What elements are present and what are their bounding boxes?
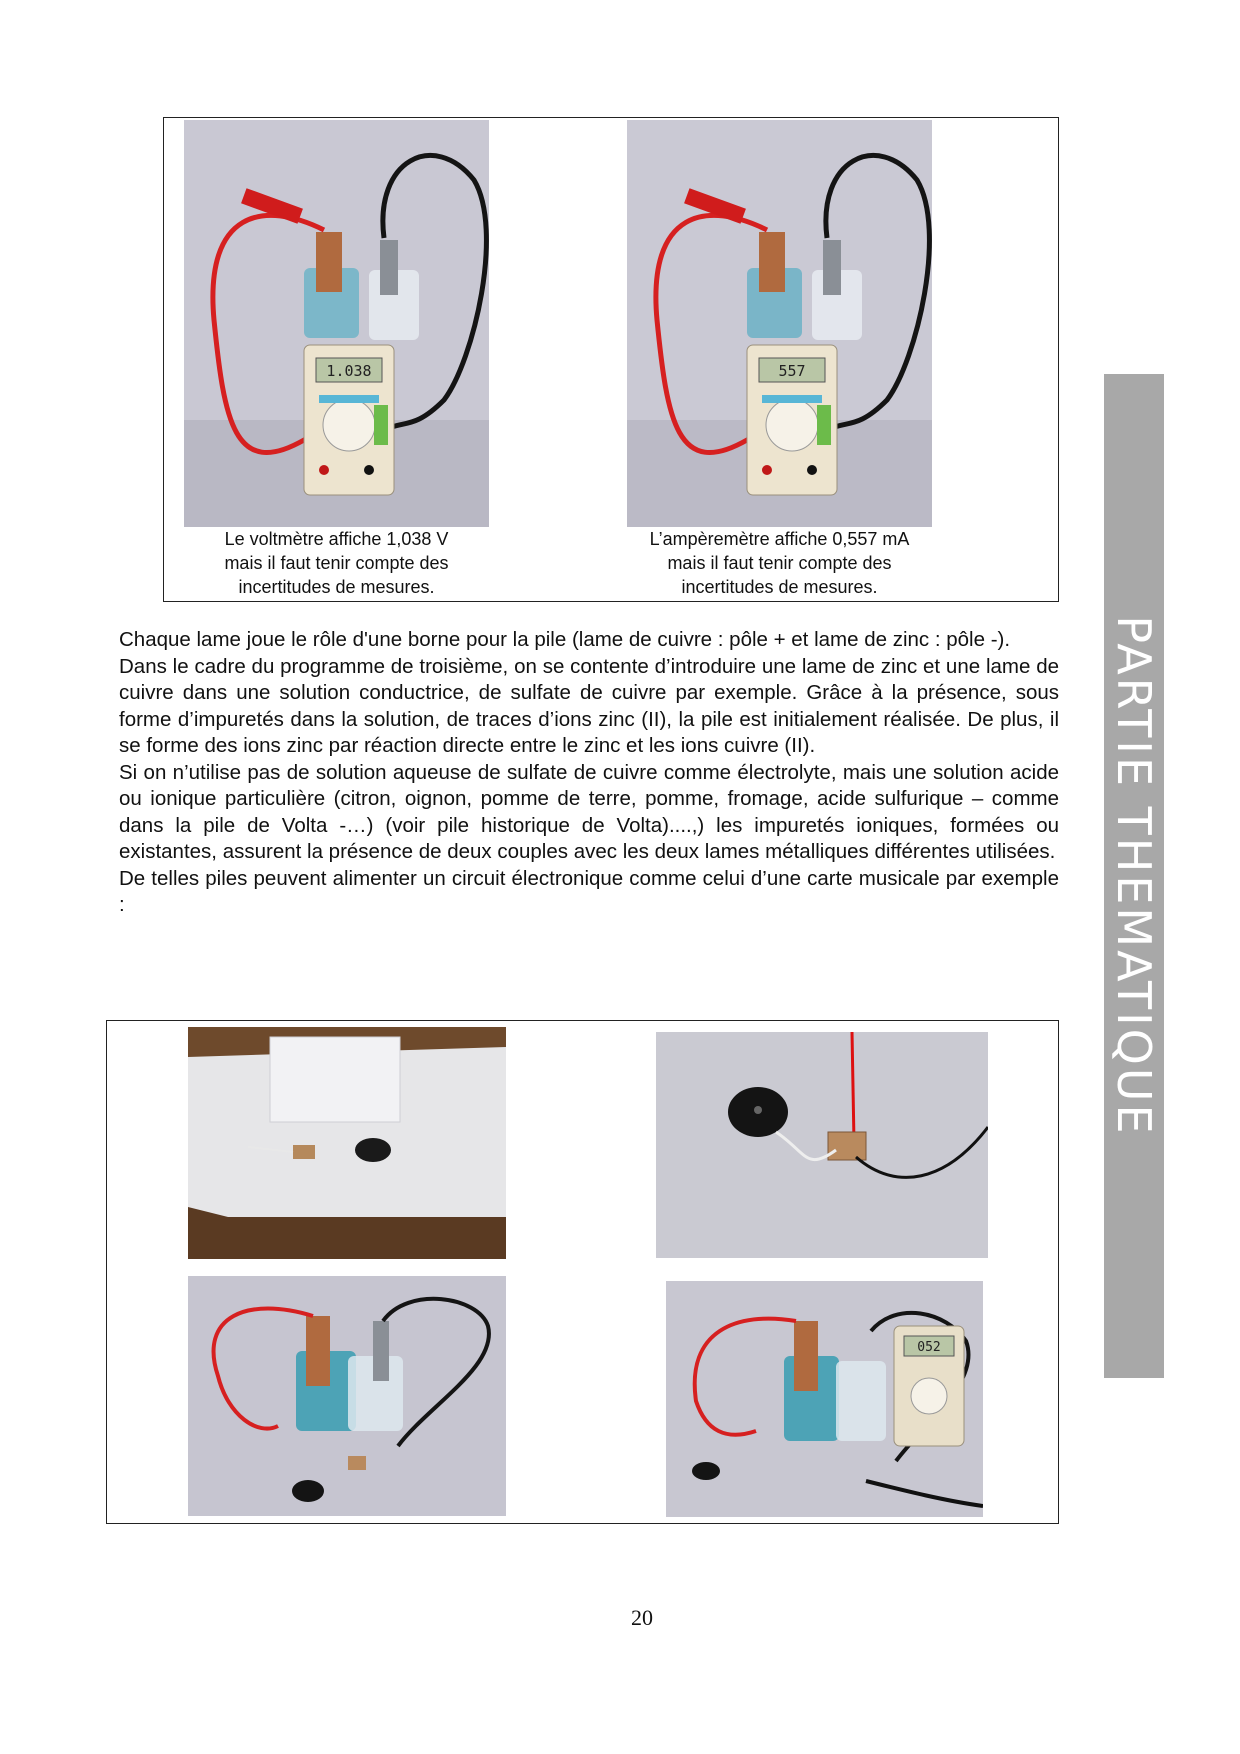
caption-line: L’ampèremètre affiche 0,557 mA: [649, 529, 910, 549]
musical-card-photo: [188, 1027, 506, 1259]
ammeter-caption: [612, 527, 947, 599]
voltmeter-display-readout: 1.038: [326, 362, 372, 380]
caption-line: mais il faut tenir compte des: [667, 553, 892, 573]
meter-display-readout: 052: [917, 1340, 941, 1355]
buzzer-circuit-photo: [656, 1032, 988, 1258]
body-text: [119, 627, 1059, 919]
caption-line: incertitudes de mesures.: [238, 577, 435, 597]
section-side-label: PARTIE THEMATIQUE: [1107, 615, 1161, 1137]
body-paragraph: De telles piles peuvent alimenter un circuit électronique comme celui d’une carte musicale par exemple :: [119, 866, 1059, 916]
caption-line: Le voltmètre affiche 1,038 V: [224, 529, 449, 549]
ammeter-display-readout: 557: [778, 362, 806, 380]
ammeter-photo: [627, 120, 932, 527]
voltmeter-caption: [184, 527, 489, 599]
body-paragraph: Dans le cadre du programme de troisième, on se contente d’introduire une lame de zinc et une lame de cuivre dans une solution conductrice, de sulfate de cuivre par exemple. Grâce à la présence, sous forme d’impuretés dans la solution, de traces d’ions zinc (II), la pile est initialement réalisée. De plus, il se forme des ions zinc par réaction directe entre le zinc et les ions cuivre (II).: [119, 654, 1059, 757]
caption-line: incertitudes de mesures.: [681, 577, 878, 597]
body-paragraph: Si on n’utilise pas de solution aqueuse de sulfate de cuivre comme électrolyte, mais une solution acide ou ionique particulière (citron, oignon, pomme de terre, pomme, fromage, acide sulfurique – comme dans la pile de Volta -…) (voir pile historique de Volta)....,) les impuretés ioniques, formées ou existantes, assurent la présence de deux couples avec les deux lames métalliques différentes utilisées.: [119, 760, 1059, 863]
section-side-tab: [1104, 374, 1164, 1378]
voltmeter-photo: [184, 120, 489, 527]
cell-with-card-photo: [188, 1276, 506, 1516]
caption-line: mais il faut tenir compte des: [224, 553, 449, 573]
body-paragraph: Chaque lame joue le rôle d'une borne pour la pile (lame de cuivre : pôle + et lame de zinc : pôle -).: [119, 628, 1011, 651]
cell-with-meter-photo: [666, 1281, 983, 1517]
page-number: 20: [631, 1605, 653, 1630]
